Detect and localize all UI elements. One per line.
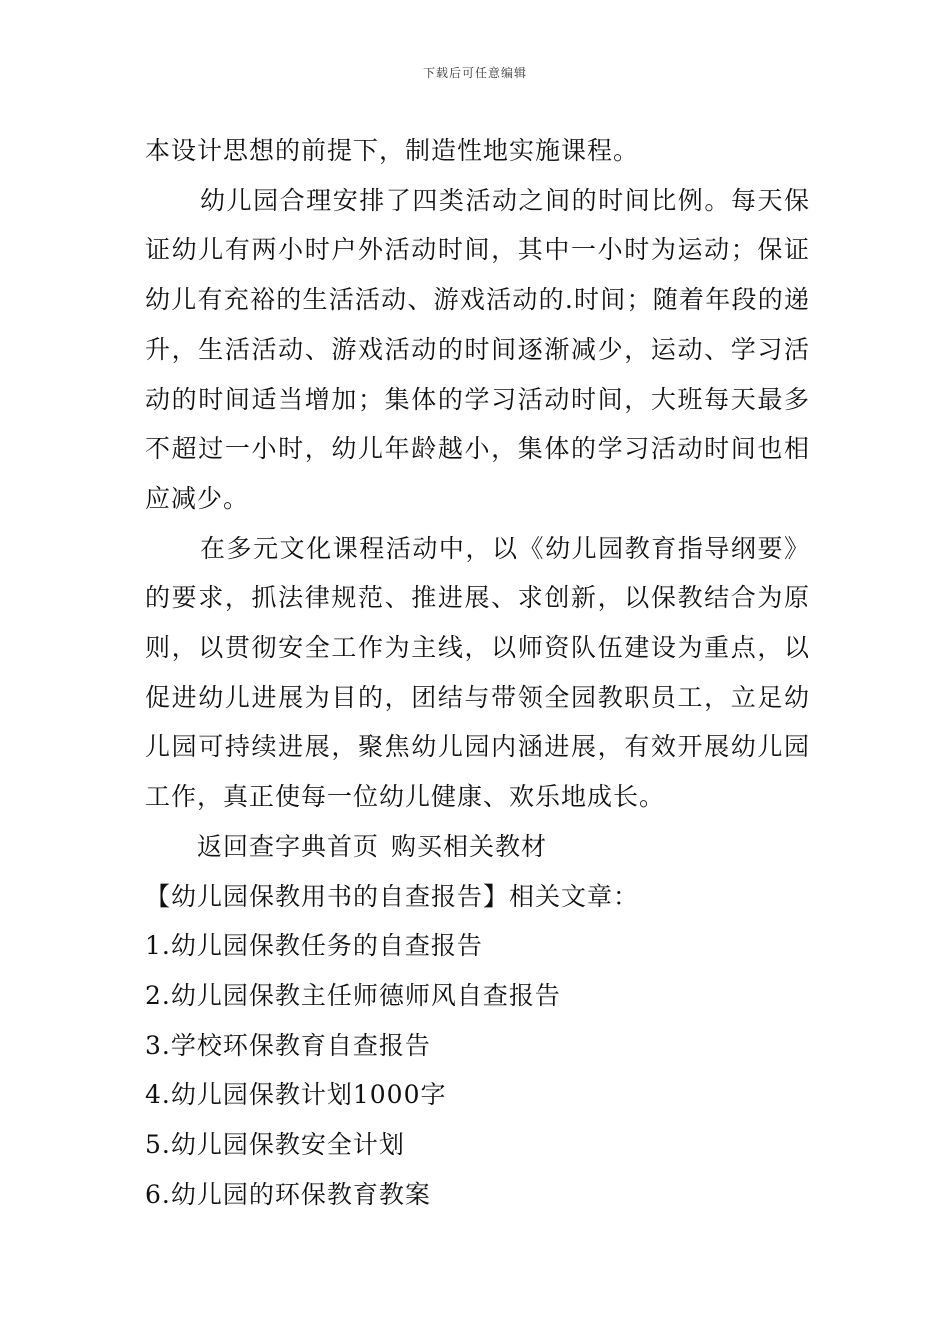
list-item (145, 1021, 810, 1071)
related-article-link[interactable]: 4.幼儿园保教计划1000字 (145, 1080, 447, 1110)
paragraph-activity-schedule: 幼儿园合理安排了四类活动之间的时间比例。每天保证幼儿有两小时户外活动时间，其中一小时为运动；保证幼儿有充裕的生活活动、游戏活动的.时间；随着年段的递升，生活活动、游戏活动的时间逐渐减少，运动、学习活动的时间适当增加；集体的学习活动时间，大班每天最多不超过一小时，幼儿年龄越小，集体的学习活动时间也相应减少。 (145, 185, 810, 513)
paragraph-curriculum-principles: 在多元文化课程活动中，以《幼儿园教育指导纲要》的要求，抓法律规范、推进展、求创新，以保教结合为原则，以贯彻安全工作为主线，以师资队伍建设为重点，以促进幼儿进展为目的，团结与带领全园教职员工，立足幼儿园可持续进展，聚焦幼儿园内涵进展，有效开展幼儿园工作，真正使每一位幼儿健康、欢乐地成长。 (145, 533, 810, 812)
related-articles-title: 【幼儿园保教用书的自查报告】相关文章： (145, 881, 640, 911)
related-article-link[interactable]: 6.幼儿园的环保教育教案 (145, 1179, 431, 1209)
related-article-link[interactable]: 1.幼儿园保教任务的自查报告 (145, 931, 483, 961)
list-item (145, 1170, 810, 1220)
related-article-link[interactable]: 2.幼儿园保教主任师德师风自查报告 (145, 980, 561, 1010)
buy-materials-link[interactable]: 购买相关教材 (391, 831, 548, 861)
list-item (145, 1070, 810, 1120)
paragraph-continuation: 本设计思想的前提下，制造性地实施课程。 (145, 136, 640, 165)
document-body (145, 126, 810, 1219)
home-link[interactable]: 返回查字典首页 (197, 831, 380, 861)
header-note: 下载后可任意编辑 (422, 66, 527, 80)
list-item (145, 1120, 810, 1170)
list-item (145, 921, 810, 971)
related-article-link[interactable]: 5.幼儿园保教安全计划 (145, 1130, 405, 1160)
nav-links (145, 822, 810, 872)
related-article-link[interactable]: 3.学校环保教育自查报告 (145, 1030, 431, 1060)
related-articles-list (145, 921, 810, 1219)
list-item (145, 971, 810, 1021)
